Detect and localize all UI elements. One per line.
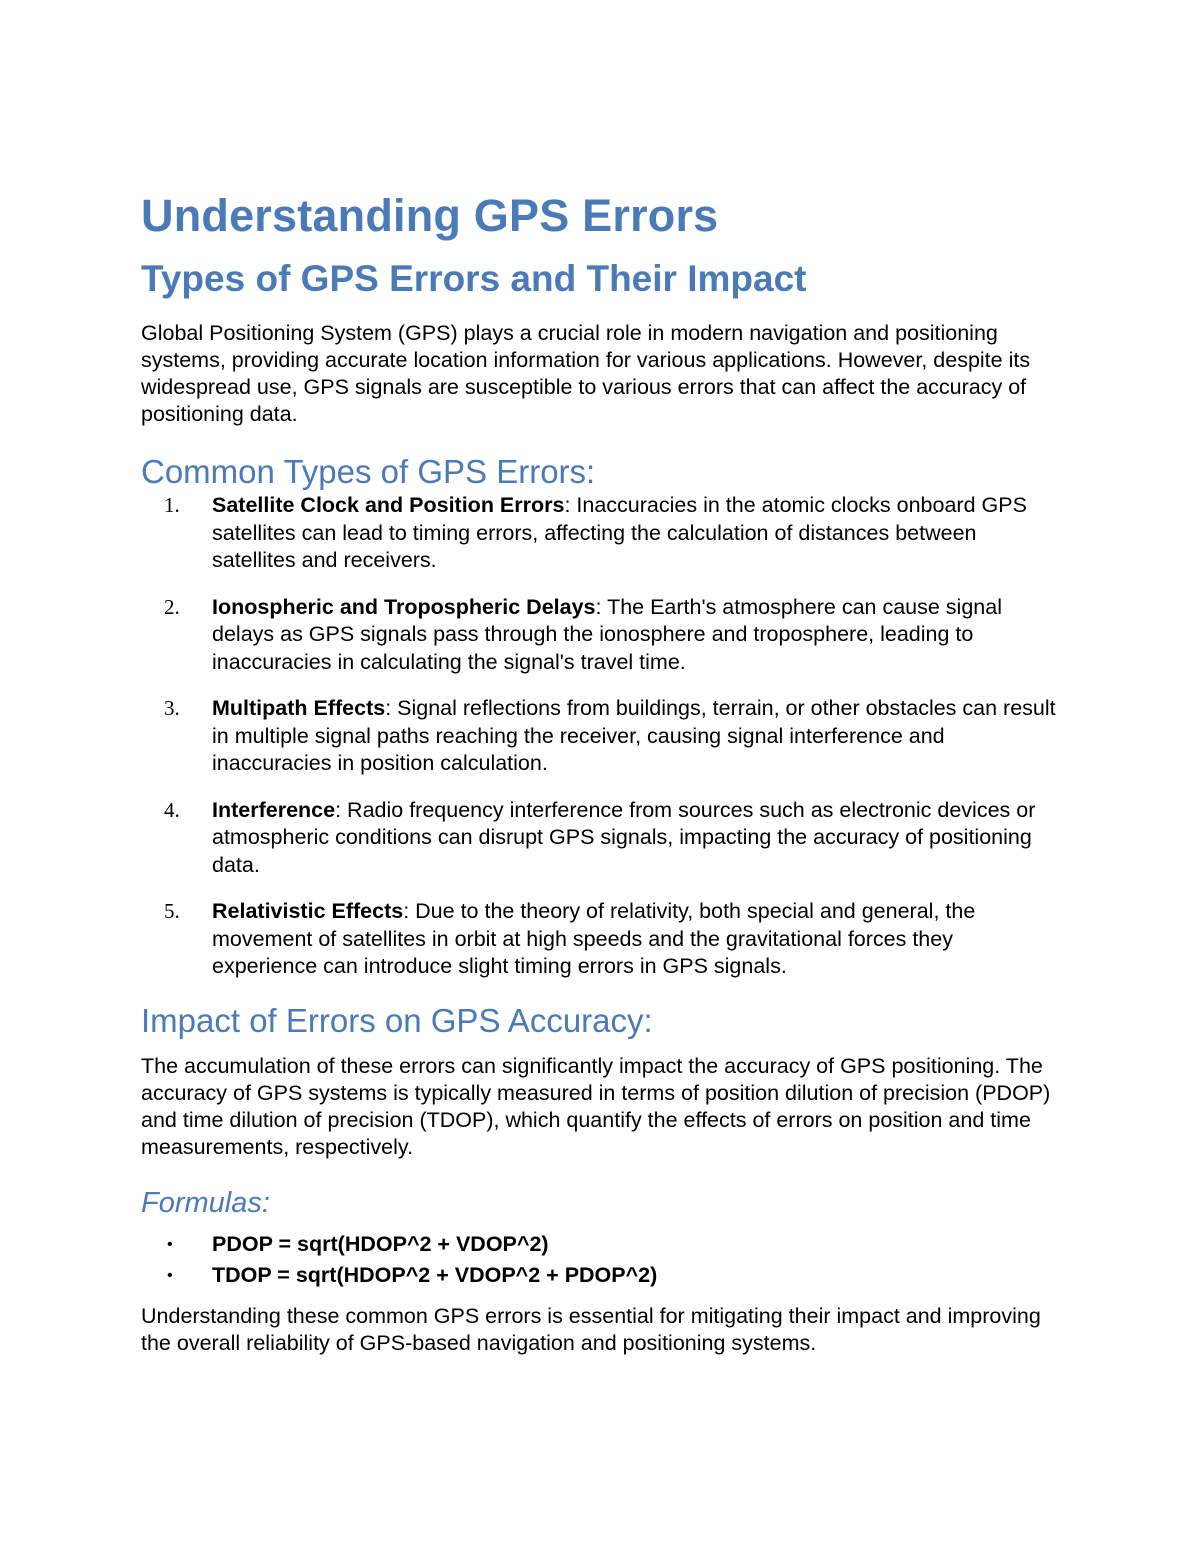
list-number: 5. [164,899,180,923]
common-errors-heading: Common Types of GPS Errors: [141,453,596,490]
formula-tdop: TDOP = sqrt(HDOP^2 + VDOP^2 + PDOP^2) [212,1262,658,1287]
error-term: Satellite Clock and Position Errors [212,493,565,517]
closing-paragraph: Understanding these common GPS errors is essential for mitigating their impact and improving the overall reliability of GPS-based navigation and positioning systems. [141,1303,1041,1355]
document-page [141,188,1061,1357]
list-item [141,898,1061,981]
list-item [141,695,1061,778]
intro-paragraph: Global Positioning System (GPS) plays a crucial role in modern navigation and positioning systems, providing accurate location information for various applications. However, despite its widespread use, GPS signals are susceptible to various errors that can affect the accuracy of positioning data. [141,321,1031,426]
impact-paragraph: The accumulation of these errors can significantly impact the accuracy of GPS positioning. The accuracy of GPS systems is typically measured in terms of position dilution of precision (PDOP) and time dilution of precision (TDOP), which quantify the effects of errors on position and time measurements, respectively. [141,1053,1051,1159]
error-term: Interference [212,797,336,822]
formula-pdop: PDOP = sqrt(HDOP^2 + VDOP^2) [212,1231,549,1256]
error-term: Multipath Effects [212,696,386,720]
list-item [141,492,1061,575]
bullet-icon: • [167,1235,173,1253]
error-description: : Radio frequency interference from sources such as electronic devices or atmospheric conditions can disrupt GPS signals, impacting the accuracy of positioning data. [212,797,1036,877]
list-item [141,1229,1061,1260]
list-number: 2. [164,594,180,619]
error-description: : Signal reflections from buildings, terrain, or other obstacles can result in multiple signal paths reaching the receiver, causing signal interference and inaccuracies in position calculation. [212,696,1056,775]
formula-list [141,1229,1061,1291]
list-number: 1. [164,493,180,517]
error-term: Relativistic Effects [212,899,404,923]
list-item [141,594,1061,677]
bullet-icon: • [167,1266,173,1284]
impact-heading: Impact of Errors on GPS Accuracy: [141,1001,653,1039]
list-number: 3. [164,696,180,720]
error-description: : Inaccuracies in the atomic clocks onboard GPS satellites can lead to timing errors, affecting the calculation of distances between satellites and receivers. [212,493,1027,572]
list-item [141,797,1061,880]
document-title: Understanding GPS Errors [141,190,719,241]
list-item [141,1260,1061,1291]
list-number: 4. [164,797,180,822]
error-description: : The Earth's atmosphere can cause signal delays as GPS signals pass through the ionosphere and troposphere, leading to inaccuracies in calculating the signal's travel time. [212,594,1002,674]
error-description: : Due to the theory of relativity, both special and general, the movement of satellites in orbit at high speeds and the gravitational forces they experience can introduce slight timing errors in GPS signals. [212,899,976,978]
document-subtitle: Types of GPS Errors and Their Impact [141,258,807,299]
formulas-heading: Formulas: [141,1186,270,1219]
error-list [141,492,1061,981]
error-term: Ionospheric and Tropospheric Delays [212,594,596,619]
